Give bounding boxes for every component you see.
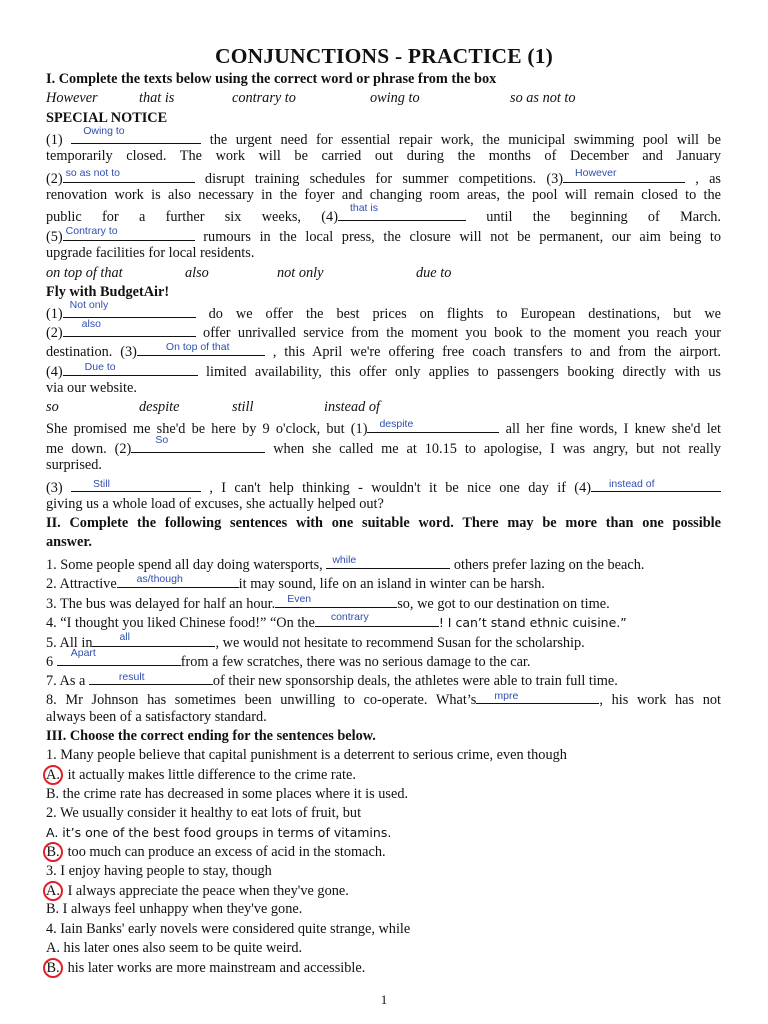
handwritten-answer: Owing to [83, 125, 125, 137]
text-line: temporarily closed. The work will be carried out during the months of December and January [46, 148, 721, 164]
sentence: 8. Mr Johnson has sometimes been unwilling to co-operate. What’s mpre , his work has not [46, 688, 721, 710]
text-line: via our website. [46, 380, 137, 396]
question: 4. Iain Banks' early novels were considered quite strange, while [46, 921, 411, 937]
handwritten-answer: that is [349, 202, 378, 214]
answer-blank[interactable] [315, 611, 439, 627]
answer-blank[interactable] [92, 631, 215, 647]
section2-heading: II. Complete the following sentences with one suitable word. There may be more than one possible [46, 515, 721, 531]
handwritten-answer: while [332, 554, 357, 566]
question: 3. I enjoy having people to stay, though [46, 863, 272, 879]
sentence: 5. All in all , we would not hesitate to recommend Susan for the scholarship. [46, 631, 721, 653]
option[interactable]: B. the crime rate has decreased in some places where it is used. [46, 786, 409, 802]
section2-heading: answer. [46, 534, 92, 550]
sentence: 6 Apart from a few scratches, there was no serious damage to the car. [46, 650, 721, 672]
answer-blank[interactable] [563, 167, 685, 183]
handwritten-answer: so as not to [65, 167, 120, 179]
question: 1. Many people believe that capital punishment is a deterrent to serious crime, even though [46, 747, 567, 763]
sentence: 4. “I thought you liked Chinese food!” “On the contrary ! I can’t stand ethnic cuisine.” [46, 611, 721, 633]
text-line: renovation work is also necessary in the foyer and changing room areas, the pool will remain closed to the [46, 187, 721, 203]
answer-blank[interactable] [117, 572, 239, 588]
sentence: 2. Attractive as/though it may sound, life on an island in winter can be harsh. [46, 572, 721, 594]
page-number: 1 [380, 992, 388, 1007]
text-line: (1) Not only do we offer the best prices on flights to European destinations, but we [46, 302, 721, 324]
answer-blank[interactable] [89, 669, 213, 685]
word-box-item: contrary to [232, 90, 296, 106]
sentence: always been of a satisfactory standard. [46, 709, 267, 725]
option-circled[interactable]: A. it actually makes little difference to the crime rate. [46, 765, 721, 785]
text-line: destination. (3) On top of that , this April we're offering free coach transfers to and from the airport. [46, 340, 721, 362]
answer-blank[interactable] [63, 167, 195, 183]
answer-blank[interactable] [131, 434, 265, 453]
option[interactable]: A. it’s one of the best food groups in terms of vitamins. [46, 825, 392, 840]
word-box-item: instead of [324, 399, 380, 415]
handwritten-answer: contrary [330, 611, 369, 623]
option[interactable]: B. I always feel unhappy when they've gone. [46, 901, 303, 917]
answer-blank[interactable] [71, 125, 201, 144]
word-box-2 [46, 264, 721, 283]
handwritten-answer: despite [379, 418, 414, 430]
text-line: She promised me she'd be here by 9 o'clock, but (1) despite all her fine words, I knew she'd let [46, 417, 721, 439]
option-circled[interactable]: B. too much can produce an excess of acid in the stomach. [46, 842, 721, 862]
word-box-item: However [46, 90, 98, 106]
notice-title: SPECIAL NOTICE [46, 110, 168, 126]
handwritten-answer: On top of that [165, 341, 230, 353]
handwritten-answer: Apart [70, 647, 96, 659]
handwritten-answer: So [155, 434, 169, 446]
handwritten-answer: also [81, 318, 101, 330]
word-box-item: despite [139, 399, 180, 415]
handwritten-answer: all [119, 631, 130, 643]
answer-blank[interactable] [591, 476, 721, 492]
word-box-item: still [232, 399, 254, 415]
option-circled[interactable]: B. his later works are more mainstream and accessible. [46, 958, 721, 978]
word-box-item: so [46, 399, 59, 415]
word-box-item: owing to [370, 90, 420, 106]
section1-heading: I. Complete the texts below using the correct word or phrase from the box [46, 71, 497, 87]
handwritten-answer: Not only [69, 299, 109, 311]
word-box-item: not only [277, 265, 324, 281]
text-line: me down. (2) So when she called me at 10.15 to apologise, I was angry, but not really [46, 437, 721, 459]
selected-circle: B. [43, 842, 63, 862]
text-line: (2) also offer unrivalled service from the moment you book to the moment you reach your [46, 321, 721, 343]
selected-circle: A. [43, 881, 63, 901]
answer-blank[interactable] [476, 688, 599, 704]
answer-blank[interactable] [326, 553, 450, 569]
sentence: 3. The bus was delayed for half an hour. Even so, we got to our destination on time. [46, 592, 721, 614]
word-box-1 [46, 89, 721, 108]
selected-circle: B. [43, 958, 63, 978]
text-line: (2) so as not to disrupt training schedules for summer competitions. (3) However , as [46, 167, 721, 189]
handwritten-answer: instead of [608, 478, 655, 490]
option-circled[interactable]: A. I always appreciate the peace when they've gone. [46, 881, 721, 901]
word-box-item: so as not to [510, 90, 576, 106]
answer-blank[interactable] [137, 340, 265, 356]
answer-blank[interactable] [57, 647, 181, 666]
text-line: (1) Owing to the urgent need for essential repair work, the municipal swimming pool will be [46, 128, 721, 150]
answer-blank[interactable] [338, 202, 466, 221]
handwritten-answer: Even [287, 593, 312, 605]
selected-circle: A. [43, 765, 63, 785]
handwritten-answer: Still [93, 478, 110, 490]
handwritten-answer: Contrary to [65, 225, 118, 237]
text-line: surprised. [46, 457, 102, 473]
option[interactable]: A. his later ones also seem to be quite weird. [46, 940, 303, 956]
fly-title: Fly with BudgetAir! [46, 284, 170, 300]
answer-blank[interactable] [367, 417, 499, 433]
text-line: (3) Still , I can't help thinking - wouldn't it be nice one day if (4) instead of [46, 476, 721, 498]
text-line: public for a further six weeks, (4) that is until the beginning of March. [46, 205, 721, 227]
handwritten-answer: mpre [494, 690, 519, 702]
handwritten-answer: as/though [136, 573, 183, 585]
answer-blank[interactable] [63, 225, 195, 241]
answer-blank[interactable] [63, 360, 198, 376]
question: 2. We usually consider it healthy to eat lots of fruit, but [46, 805, 362, 821]
word-box-item: due to [416, 265, 452, 281]
answer-blank[interactable] [63, 318, 196, 337]
page-title: CONJUNCTIONS - PRACTICE (1) [214, 44, 554, 68]
text-line: upgrade facilities for local residents. [46, 245, 255, 261]
word-box-item: on top of that [46, 265, 123, 281]
text-line: giving us a whole load of excuses, she actually helped out? [46, 496, 384, 512]
sentence: 7. As a result of their new sponsorship deals, the athletes were able to train full time. [46, 669, 721, 691]
handwritten-answer: result [118, 671, 145, 683]
answer-blank[interactable] [275, 592, 397, 608]
text-line: (5) Contrary to rumours in the local press, the closure will not be permanent, our aim being to [46, 225, 721, 247]
word-box-item: also [185, 265, 209, 281]
section3-heading: III. Choose the correct ending for the sentences below. [46, 728, 376, 744]
handwritten-answer: Due to [84, 361, 116, 373]
answer-blank[interactable] [71, 476, 201, 492]
word-box-item: that is [139, 90, 175, 106]
handwritten-answer: However [575, 167, 617, 179]
text-line: (4) Due to limited availability, this offer only applies to passengers booking directly with us [46, 360, 721, 382]
sentence: 1. Some people spend all day doing watersports, while others prefer lazing on the beach. [46, 553, 721, 575]
